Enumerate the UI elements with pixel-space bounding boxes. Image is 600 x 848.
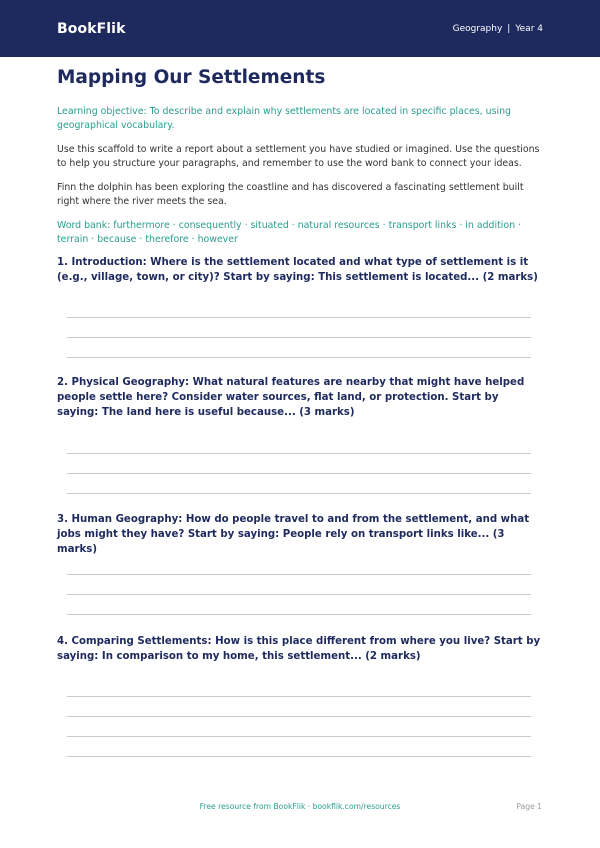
answer-line[interactable] — [67, 716, 531, 717]
learning-objective: Learning objective: To describe and explain why settlements are located in specific places, using geographical vocabulary. — [57, 106, 511, 131]
answer-line[interactable] — [67, 337, 531, 338]
question-1 — [57, 255, 543, 285]
answer-line[interactable] — [67, 574, 531, 575]
answer-line[interactable] — [67, 736, 531, 737]
header-separator: | — [507, 23, 511, 34]
instructions-paragraph: Use this scaffold to write a report about a settlement you have studied or imagined. Use the questions to help you structure your paragraphs, and remember to use the word bank to connect your ideas. — [57, 144, 540, 169]
answer-line[interactable] — [67, 473, 531, 474]
page-title: Mapping Our Settlements — [57, 67, 326, 88]
question-4 — [57, 634, 543, 664]
page-header — [0, 0, 600, 57]
context-paragraph: Finn the dolphin has been exploring the coastline and has discovered a fascinating settlement built right where the river meets the sea. — [57, 182, 524, 207]
year-label: Year 4 — [515, 23, 543, 34]
answer-line[interactable] — [67, 594, 531, 595]
page-number: Page 1 — [516, 802, 542, 811]
question-1-text: 1. Introduction: Where is the settlement located and what type of settlement is it (e.g., village, town, or city)? Start by saying: This settlement is located... (2 marks) — [57, 257, 538, 283]
question-2-text: 2. Physical Geography: What natural features are nearby that might have helped people settle here? Consider water sources, flat land, or protection. Start by saying: The land here is useful because... (3 marks) — [57, 377, 525, 418]
answer-line[interactable] — [67, 493, 531, 494]
brand-logo-text: BookFlik — [57, 20, 126, 37]
answer-line[interactable] — [67, 317, 531, 318]
question-3-text: 3. Human Geography: How do people travel to and from the settlement, and what jobs might they have? Start by saying: People rely on transport links like... (3 marks) — [57, 514, 530, 555]
question-4-text: 4. Comparing Settlements: How is this place different from where you live? Start by saying: In comparison to my home, this settlement... (2 marks) — [57, 636, 541, 662]
answer-line[interactable] — [67, 357, 531, 358]
worksheet-intro — [57, 62, 543, 247]
word-bank-words: furthermore · consequently · situated · natural resources · transport links · in addition · terrain · because · therefore · however — [57, 220, 521, 245]
answer-line[interactable] — [67, 614, 531, 615]
answer-line[interactable] — [67, 696, 531, 697]
answer-line[interactable] — [67, 756, 531, 757]
footer-link[interactable]: Free resource from BookFlik · bookflik.com/resources — [199, 802, 401, 811]
page-footer — [0, 800, 600, 814]
word-bank — [57, 219, 543, 247]
word-bank-label: Word bank: — [57, 220, 111, 231]
question-2 — [57, 375, 543, 420]
subject-label: Geography — [452, 23, 503, 34]
answer-line[interactable] — [67, 453, 531, 454]
question-3 — [57, 512, 543, 557]
header-meta — [453, 24, 543, 34]
